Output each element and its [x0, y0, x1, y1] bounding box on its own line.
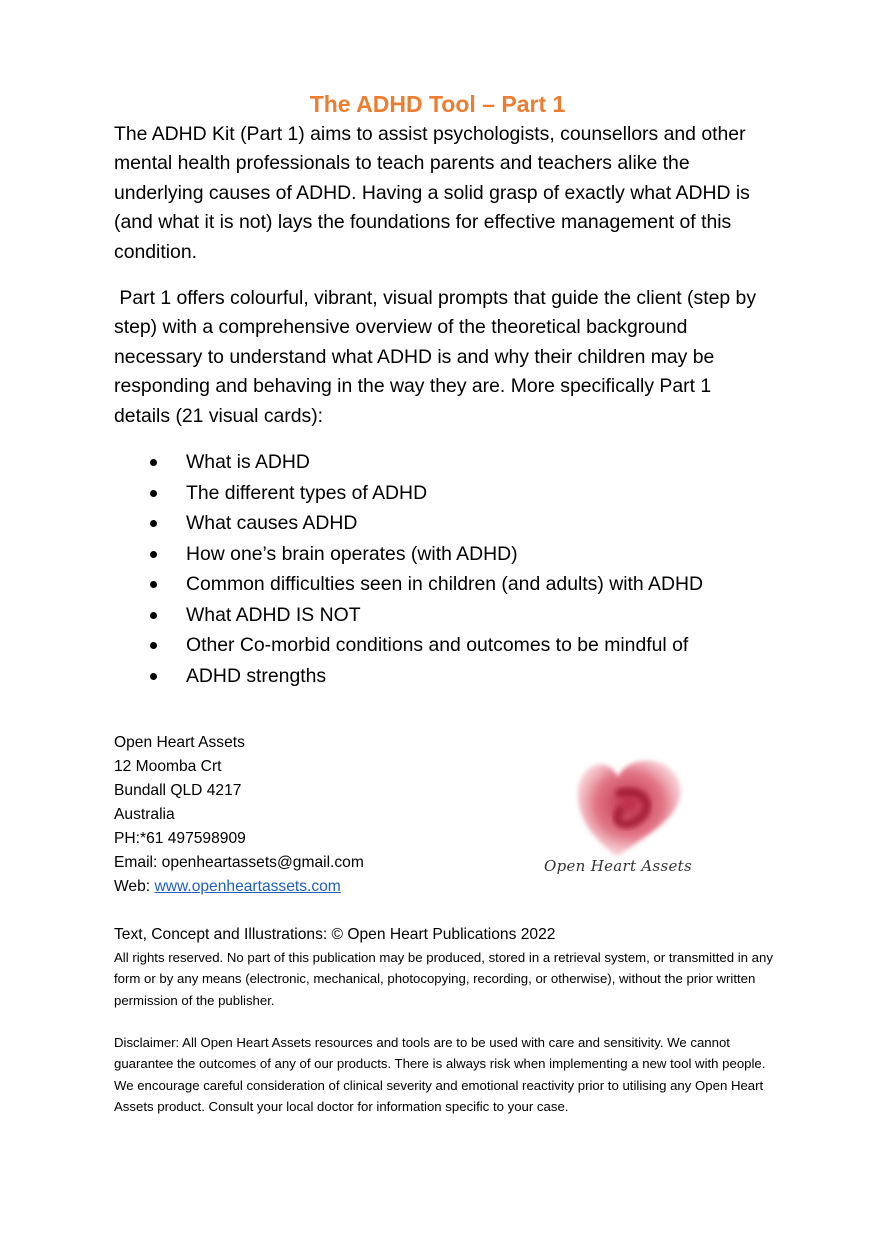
contact-block	[114, 731, 514, 899]
list-item	[114, 447, 794, 478]
website-link[interactable]: www.openheartassets.com	[154, 878, 341, 895]
website-label: Web:	[114, 878, 155, 895]
intro-paragraph: The ADHD Kit (Part 1) aims to assist psychologists, counsellors and other mental health professionals to teach parents and teachers alike the underlying causes of ADHD. Having a solid grasp of exactly what ADHD is (and what it is not) lays the foundations for effective management of this condition.	[114, 123, 750, 263]
bullet-icon	[150, 581, 157, 588]
list-item-text: The different types of ADHD	[186, 481, 428, 504]
bullet-icon	[150, 490, 157, 497]
list-item	[114, 600, 794, 631]
phone-number: PH:*61 497598909	[114, 830, 246, 847]
disclaimer: Disclaimer: All Open Heart Assets resources and tools are to be used with care and sensitivity. We cannot guarantee the outcomes of any of our products. There is always risk when implementing a new tool with people. We encourage careful consideration of clinical severity and emotional reactivity prior to utilising any Open Heart Assets product. Consult your local doctor for information specific to your case.	[114, 1035, 766, 1114]
bullet-icon	[150, 551, 157, 558]
list-item	[114, 508, 794, 539]
list-item-text: Common difficulties seen in children (and adults) with ADHD	[186, 573, 703, 595]
copyright-line: Text, Concept and Illustrations: © Open Heart Publications 2022	[114, 926, 556, 943]
list-item	[114, 539, 794, 570]
bullet-icon	[150, 520, 157, 527]
details-paragraph-text: Part 1 offers colourful, vibrant, visual prompts that guide the client (step by step) with a comprehensive overview of the theoretical background necessary to understand what ADHD is and why their children may be responding and behaving in the way they are. More specifically Part 1 details (21 visual cards):	[114, 287, 757, 427]
country: Australia	[114, 806, 175, 823]
website-line	[114, 875, 514, 899]
list-item	[114, 569, 794, 600]
list-item-text: Other Co-morbid conditions and outcomes to be mindful of	[186, 634, 689, 656]
company-name: Open Heart Assets	[114, 734, 245, 751]
company-logo	[528, 745, 708, 890]
bullet-icon	[150, 642, 157, 649]
list-item-text: What is ADHD	[186, 451, 310, 473]
list-item-text: What causes ADHD	[186, 512, 358, 534]
list-item	[114, 630, 794, 661]
page-title: The ADHD Tool – Part 1	[309, 91, 566, 117]
city-address: Bundall QLD 4217	[114, 782, 242, 799]
list-item-text: ADHD strengths	[186, 664, 327, 687]
bullet-icon	[150, 459, 157, 466]
rights-notice: All rights reserved. No part of this publication may be produced, stored in a retrieval system, or transmitted in any form or by any means (electronic, mechanical, photocopying, recording, or otherwise), without the prior written permission of the publisher.	[114, 950, 773, 1008]
list-item	[114, 661, 794, 692]
details-paragraph	[114, 284, 764, 431]
street-address: 12 Moomba Crt	[114, 758, 222, 775]
email-address: Email: openheartassets@gmail.com	[114, 854, 364, 871]
bullet-icon	[150, 673, 157, 680]
list-item-text: What ADHD IS NOT	[186, 603, 361, 626]
topic-list	[114, 447, 794, 691]
heart-icon	[528, 745, 708, 860]
logo-text: Open Heart Assets	[543, 857, 692, 875]
bullet-icon	[150, 612, 157, 619]
list-item-text: How one’s brain operates (with ADHD)	[186, 542, 518, 565]
list-item	[114, 478, 794, 509]
